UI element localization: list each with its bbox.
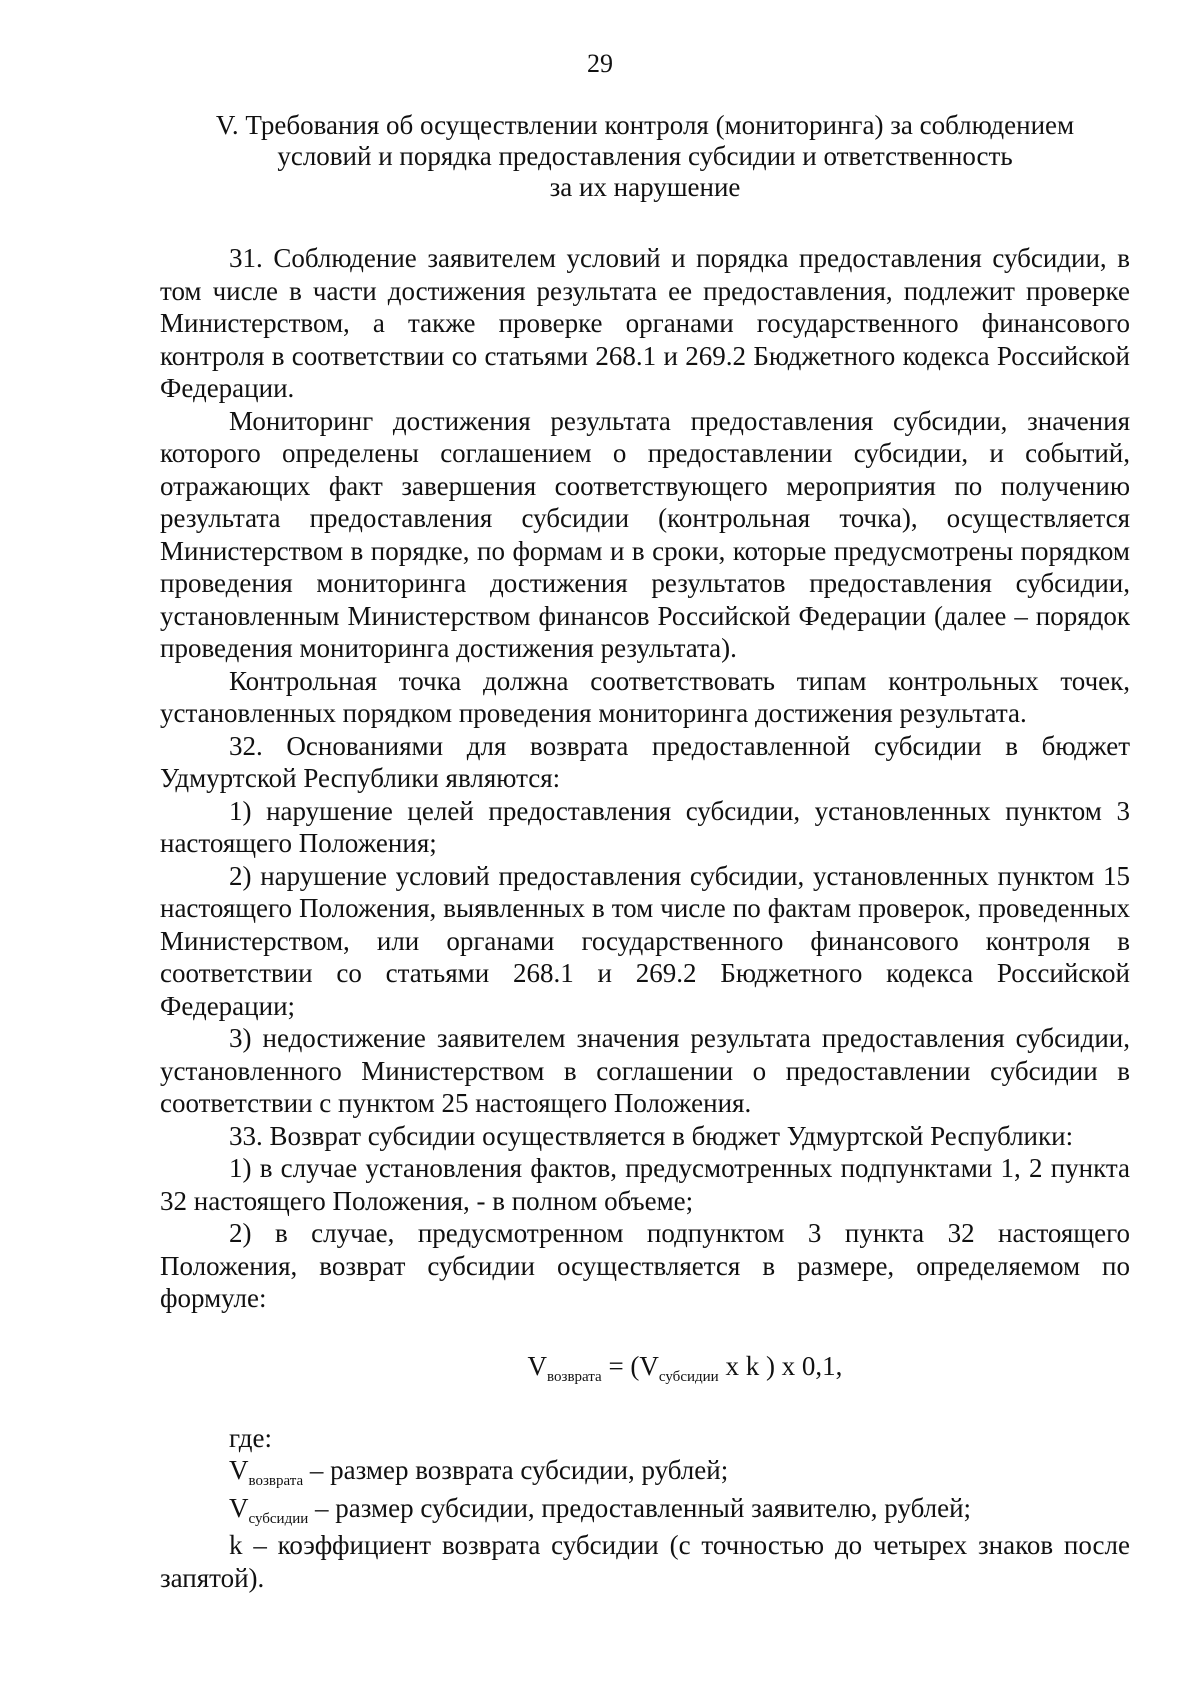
page-number: 29 [587,49,613,78]
refund-formula [160,1348,1130,1389]
section-heading-line-1: V. Требования об осуществлении контроля (мониторинга) за соблюдением [215,110,1075,140]
definition-2-text: – размер субсидии, предоставленный заявителю, рублей; [308,1492,972,1523]
paragraph-control-point: Контрольная точка должна соответствовать типам контрольных точек, установленных порядком проведения мониторинга достижения результата. [160,665,1130,728]
formula-lhs-symbol: V [527,1350,548,1381]
formula-rhs-subscript: субсидии [658,1368,719,1385]
paragraph-32-item-2: 2) нарушение условий предоставления субсидии, установленных пунктом 15 настоящего Положения, выявленных в том числе по фактам проверок, проведенных Министерством, или органами государственного финансового контроля в соответствии со статьями 268.1 и 269.2 Бюджетного кодекса Российской Федерации; [160,860,1130,1021]
definition-2-symbol: V [229,1492,249,1523]
formula-lhs-subscript: возврата [547,1368,602,1385]
paragraph-monitoring: Мониторинг достижения результата предоставления субсидии, значения которого определены соглашением о предоставлении субсидии, и событий, отражающих факт завершения соответствующего мероприятия по получению результата предоставления субсидии (контрольная точка), осуществляется Министерством в порядке, по формам и в сроки, которые предусмотрены порядком проведения мониторинга достижения результатов предоставления субсидии, установленным Министерством финансов Российской Федерации (далее – порядок проведения мониторинга достижения результата). [160,405,1130,663]
definitions-intro: где: [229,1422,272,1453]
definition-1-symbol: V [229,1455,249,1485]
definition-2-subscript: субсидии [248,1510,309,1527]
definition-1-subscript: возврата [248,1473,304,1489]
definition-1-text: – размер возврата субсидии, рублей; [303,1455,729,1485]
definition-v-subsidii [160,1492,1130,1530]
paragraph-33-item-2: 2) в случае, предусмотренном подпунктом 3 пункта 32 настоящего Положения, возврат субсидии осуществляется в размере, определяемом по формуле: [160,1218,1130,1313]
section-heading-line-2: условий и порядка предоставления субсидии и ответственность [277,141,1013,171]
document-body [160,242,1130,1594]
paragraph-33-item-1: 1) в случае установления фактов, предусмотренных подпунктами 1, 2 пункта 32 настоящего Положения, - в полном объеме; [160,1153,1130,1216]
formula-equals-open: = (V [601,1350,659,1381]
definition-v-vozvrata [160,1454,1130,1492]
paragraph-32: 32. Основаниями для возврата предоставленной субсидии в бюджет Удмуртской Республики являются: [160,730,1130,793]
formula-definitions [160,1422,1130,1595]
definition-k: k – коэффициент возврата субсидии (с точностью до четырех знаков после запятой). [160,1530,1130,1593]
section-heading-line-3: за их нарушение [549,172,741,202]
section-heading [150,110,1140,203]
paragraph-31: 31. Соблюдение заявителем условий и порядка предоставления субсидии, в том числе в части достижения результата ее предоставления, подлежит проверке Министерством, а также проверке органами государственного финансового контроля в соответствии со статьями 268.1 и 269.2 Бюджетного кодекса Российской Федерации. [160,243,1130,403]
paragraph-32-item-1: 1) нарушение целей предоставления субсидии, установленных пунктом 3 настоящего Положения; [160,795,1130,858]
paragraph-33: 33. Возврат субсидии осуществляется в бюджет Удмуртской Республики: [229,1120,1074,1151]
paragraph-32-item-3: 3) недостижение заявителем значения результата предоставления субсидии, установленного Министерством в соглашении о предоставлении субсидии в соответствии с пунктом 25 настоящего Положения. [160,1023,1130,1118]
formula-rhs-rest: x k ) x 0,1, [718,1350,843,1381]
